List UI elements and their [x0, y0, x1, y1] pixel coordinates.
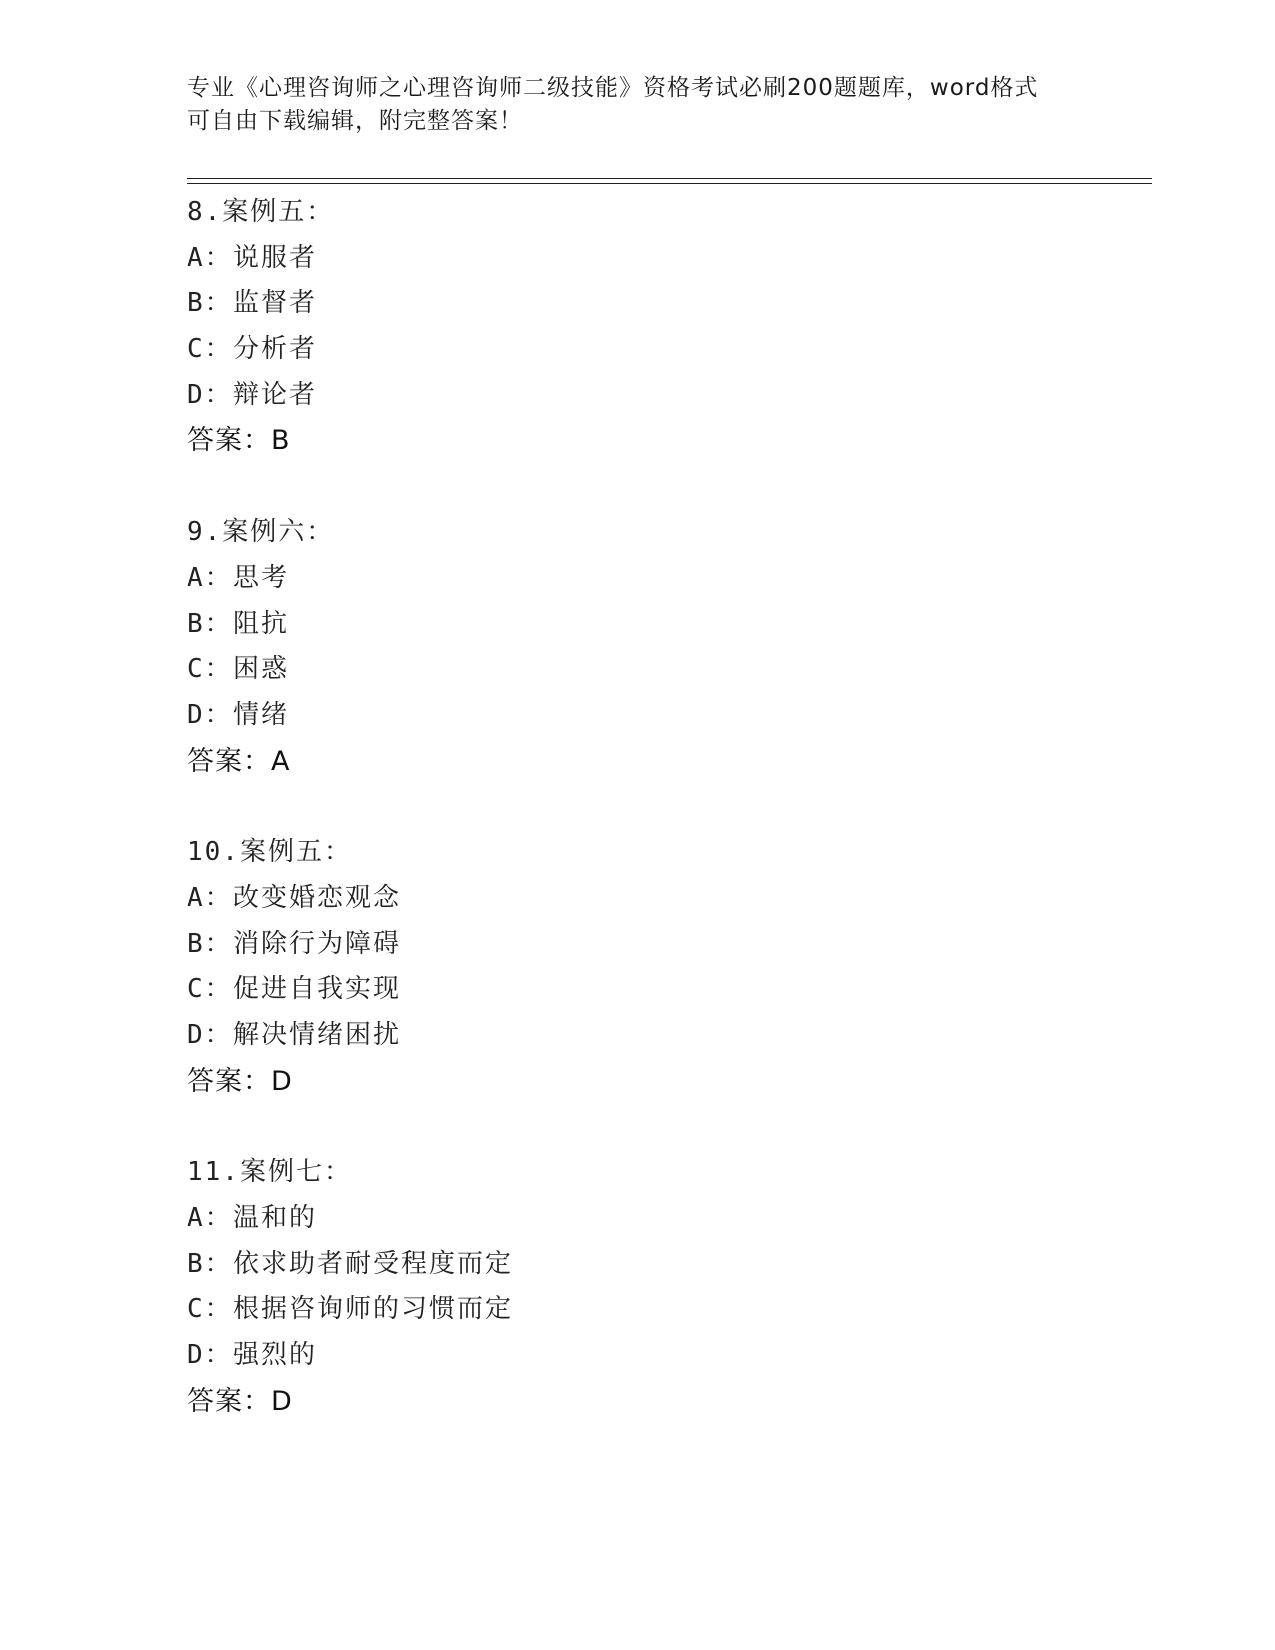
- answer-line: 答案：D: [187, 1065, 293, 1097]
- question-title: 8.案例五：: [187, 197, 335, 227]
- option-d: [187, 373, 1087, 419]
- option-a: [187, 236, 1087, 282]
- header-divider-bottom: [187, 183, 1152, 184]
- header-line-2: 可自由下载编辑，附完整答案！: [187, 108, 523, 134]
- option-text: 分析者: [233, 334, 318, 365]
- option-text: 根据咨询师的习惯而定: [233, 1294, 514, 1325]
- option-c: [187, 647, 1087, 693]
- question-title: 11.案例七：: [187, 1157, 352, 1188]
- option-text: 改变婚恋观念: [233, 882, 402, 913]
- question-block: [187, 190, 1087, 464]
- document-header: [187, 72, 1087, 138]
- question-block: [187, 830, 1087, 1104]
- option-text: 监督者: [233, 288, 318, 319]
- option-d: [187, 1013, 1087, 1059]
- option-text: 解决情绪困扰: [233, 1020, 402, 1050]
- option-text: 温和的: [233, 1203, 318, 1234]
- option-c: [187, 967, 1087, 1013]
- option-label: D：: [187, 699, 233, 730]
- header-divider-top: [187, 178, 1152, 179]
- option-label: D：: [187, 1020, 233, 1050]
- option-c: [187, 1287, 1087, 1333]
- option-label: A：: [187, 882, 233, 913]
- option-label: D：: [187, 1340, 233, 1371]
- option-text: 阻抗: [233, 608, 290, 639]
- question-block: [187, 1150, 1087, 1424]
- option-label: B：: [187, 608, 233, 639]
- option-label: B：: [187, 1248, 233, 1279]
- option-b: [187, 1242, 1087, 1288]
- option-text: 情绪: [233, 699, 290, 730]
- option-label: B：: [187, 928, 233, 959]
- option-text: 促进自我实现: [233, 974, 402, 1005]
- option-label: A：: [187, 1203, 233, 1234]
- option-a: [187, 1196, 1087, 1242]
- option-b: [187, 602, 1087, 648]
- option-label: C：: [187, 654, 233, 685]
- option-label: C：: [187, 334, 233, 365]
- option-text: 困惑: [233, 654, 290, 685]
- option-text: 强烈的: [233, 1340, 318, 1371]
- option-b: [187, 922, 1087, 968]
- answer-line: 答案：A: [187, 745, 291, 777]
- option-label: C：: [187, 974, 233, 1005]
- question-title: 9.案例六：: [187, 517, 335, 548]
- option-text: 辩论者: [233, 379, 318, 410]
- answer-line: 答案：D: [187, 1385, 293, 1417]
- option-a: [187, 556, 1087, 602]
- option-label: D：: [187, 379, 233, 410]
- option-d: [187, 1333, 1087, 1379]
- option-a: [187, 876, 1087, 922]
- option-c: [187, 327, 1087, 373]
- option-text: 消除行为障碍: [233, 928, 402, 959]
- option-d: [187, 693, 1087, 739]
- question-list: [187, 190, 1087, 1471]
- option-b: [187, 281, 1087, 327]
- question-title: 10.案例五：: [187, 837, 352, 868]
- option-text: 依求助者耐受程度而定: [233, 1248, 514, 1279]
- header-line-1: 专业《心理咨询师之心理咨询师二级技能》资格考试必刷200题题库，word格式: [187, 75, 1039, 101]
- answer-line: 答案：B: [187, 425, 291, 457]
- option-label: A：: [187, 562, 233, 593]
- question-block: [187, 510, 1087, 784]
- option-label: A：: [187, 242, 233, 273]
- option-text: 思考: [233, 562, 290, 593]
- option-label: B：: [187, 288, 233, 319]
- option-label: C：: [187, 1294, 233, 1325]
- option-text: 说服者: [233, 242, 318, 273]
